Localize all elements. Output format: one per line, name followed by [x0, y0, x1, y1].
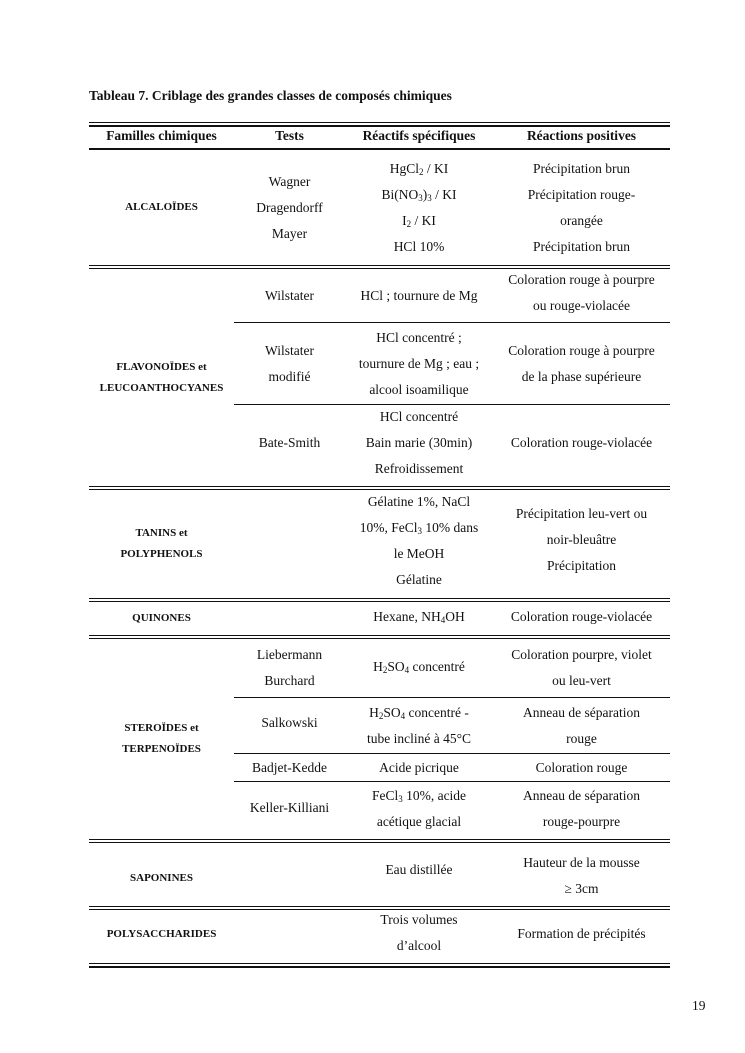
test-salkowski: Salkowski — [261, 715, 318, 730]
test-wilstater: Wilstater — [265, 287, 314, 303]
header-tests: Tests — [275, 128, 304, 143]
header-reactions: Réactions positives — [526, 128, 637, 143]
reactions-alcaloides: Précipitation brun Précipitation rouge- orangée Précipitation brun — [527, 160, 636, 254]
header-reagents: Réactifs spécifiques — [362, 128, 476, 143]
reagent-polysaccharides: Trois volumes d’alcool — [380, 912, 458, 953]
header-family: Familles chimiques — [106, 128, 217, 143]
test-badjet-kedde: Badjet-Kedde — [252, 759, 327, 775]
reagent-liebermann-burchard: $H_2SO_4$ concentré — [373, 658, 465, 675]
reaction-bate-smith: Coloration rouge-violacée — [510, 434, 653, 450]
reagents-tanins: Gélatine 1%, NaCl 10%, FeCl$_3$ 10% dans le MeOH Gélatine — [359, 494, 479, 587]
reagent-saponines: Eau distillée — [385, 862, 453, 877]
table-bottom-rule — [89, 966, 670, 968]
reagent-keller-killiani: FeCl$_3$ 10%, acide acétique glacial — [371, 788, 467, 829]
reactions-tanins: Précipitation leu-vert ou noir-bleuâtre Précipitation — [515, 506, 648, 573]
test-bate-smith: Bate-Smith — [258, 434, 321, 450]
family-flavonoides: FLAVONOÏDES et LEUCOANTHOCYANES — [99, 360, 224, 394]
reagent-salkowski: $H_2SO_4$ concentré - tube incliné à 45°C — [367, 704, 471, 746]
reagents-alcaloides: HgCl$_2$ / KI $Bi(NO_3)_3$ / KI $I_2$ / KI HCl 10% — [381, 160, 457, 254]
reagent-wilstater-modifie: HCl concentré ; tournure de Mg ; eau ; alcool isoamilique — [358, 329, 480, 397]
tests-alcaloides: Wagner Dragendorff Mayer — [256, 173, 323, 241]
table-bottom-rule — [89, 963, 670, 964]
section-rule — [89, 839, 670, 840]
reaction-liebermann-burchard: Coloration pourpre, violet ou leu-vert — [511, 647, 652, 688]
family-quinones: QUINONES — [132, 612, 191, 624]
reaction-polysaccharides: Formation de précipités — [517, 926, 646, 941]
reagent-wilstater: HCl ; tournure de Mg — [360, 287, 478, 303]
section-rule — [89, 486, 670, 487]
reaction-wilstater-modifie: Coloration rouge à pourpre de la phase supérieure — [508, 342, 655, 384]
family-tanins: TANINS et POLYPHENOLS — [120, 527, 203, 560]
section-rule — [89, 598, 670, 599]
page-number: 19 — [692, 998, 706, 1013]
table-caption: Tableau 7. Criblage des grandes classes de composés chimiques — [89, 88, 452, 103]
section-rule — [89, 635, 670, 636]
reagent-bate-smith: HCl concentré Bain marie (30min) Refroidissement — [365, 408, 473, 476]
reaction-badjet-kedde: Coloration rouge — [535, 759, 628, 775]
test-liebermann-burchard: Liebermann Burchard — [256, 647, 323, 688]
family-polysaccharides: POLYSACCHARIDES — [106, 927, 217, 940]
family-saponines: SAPONINES — [130, 871, 193, 884]
family-alcaloides: ALCALOÏDES — [125, 201, 198, 213]
reaction-wilstater: Coloration rouge à pourpre ou rouge-violacée — [508, 272, 655, 313]
reaction-salkowski: Anneau de séparation rouge — [523, 704, 640, 746]
reagent-badjet-kedde: Acide picrique — [379, 759, 459, 775]
family-steroides: STEROÏDES et TERPENOÏDES — [122, 722, 201, 755]
reagent-quinones: Hexane, $NH_4OH$ — [373, 609, 465, 625]
reaction-keller-killiani: Anneau de séparation rouge-pourpre — [523, 788, 640, 829]
reaction-quinones: Coloration rouge-violacée — [510, 609, 653, 624]
test-keller-killiani: Keller-Killiani — [249, 800, 330, 815]
test-wilstater-modifie: Wilstater modifié — [265, 342, 314, 384]
reaction-saponines: Hauteur de la mousse ≥ 3cm — [523, 855, 640, 896]
